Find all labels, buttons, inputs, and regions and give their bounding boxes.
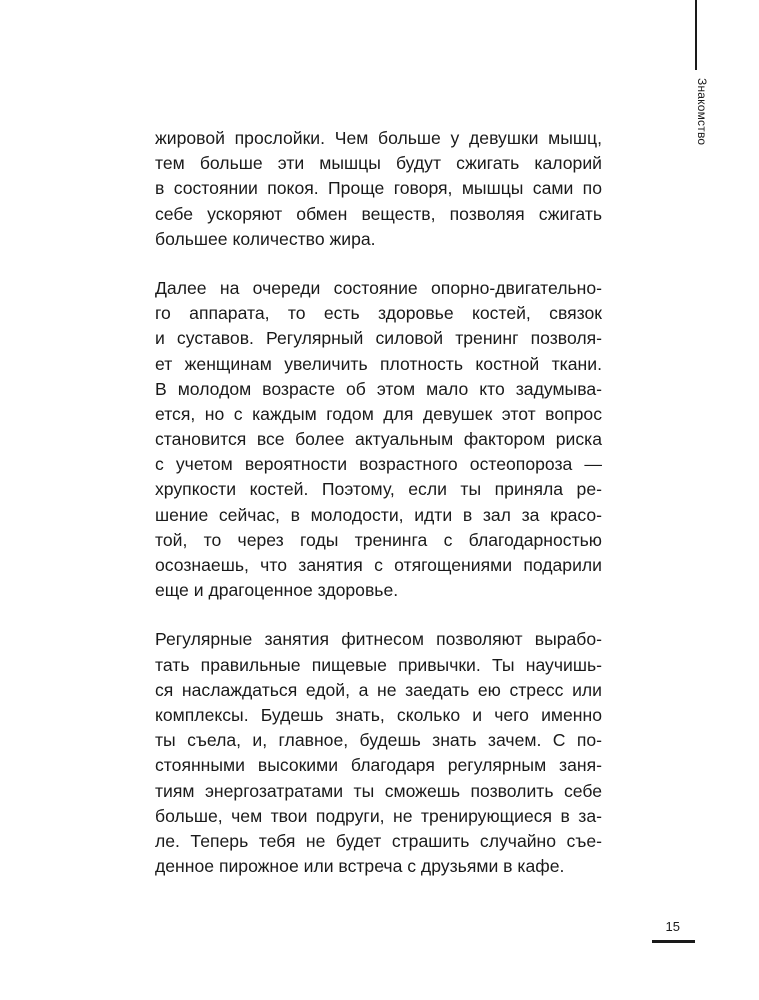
text-line: шение сейчас, в молодости, идти в зал за красо- — [155, 504, 602, 525]
text-line: с учетом вероятности возрастного остеопороза — — [155, 454, 602, 475]
text-line: и суставов. Регулярный силовой тренинг позволя- — [155, 328, 602, 349]
text-line: В молодом возрасте об этом мало кто задумыва- — [155, 378, 602, 399]
text-line: осознаешь, что занятия с отягощениями подарили — [155, 555, 602, 575]
paragraph — [155, 276, 602, 603]
text-line: стоянными высокими благодаря регулярным заня- — [155, 755, 602, 776]
text-line: ся наслаждаться едой, а не заедать ею стресс или — [155, 679, 602, 700]
text-line: ется, но с каждым годом для девушек этот вопрос — [155, 403, 602, 424]
section-title: Знакомство — [695, 78, 709, 146]
text-line: еще и драгоценное здоровье. — [155, 580, 399, 601]
text-line: той, то через годы тренинга с благодарностью — [155, 529, 602, 550]
text-line: тиям энергозатратами ты сможешь позволить себе — [155, 780, 602, 801]
footer-rule — [652, 940, 695, 943]
header-rule — [695, 0, 697, 70]
text-line: больше, чем твои подруги, не тренирующиеся в за- — [155, 805, 602, 826]
text-line: Регулярные занятия фитнесом позволяют вырабо- — [155, 629, 602, 650]
text-line: жировой прослойки. Чем больше у девушки мышц, — [155, 128, 602, 148]
text-line: ты съела, и, главное, будешь знать зачем. С по- — [155, 730, 602, 751]
text-line: денное пирожное или встреча с друзьями в кафе. — [155, 856, 565, 877]
text-line: себе ускоряют обмен веществ, позволяя сжигать — [155, 203, 602, 224]
paragraph — [155, 627, 602, 879]
text-line: ет женщинам увеличить плотность костной ткани. — [155, 353, 602, 374]
text-line: становится все более актуальным фактором риска — [155, 429, 602, 450]
text-line: тем больше эти мышцы будут сжигать калорий — [155, 153, 602, 174]
text-line: Далее на очереди состояние опорно-двигательно- — [155, 277, 602, 298]
text-line: ле. Теперь тебя не будет страшить случайно съе- — [155, 830, 602, 851]
page-number: 15 — [665, 919, 680, 934]
body-text — [155, 126, 602, 879]
paragraph — [155, 126, 602, 252]
text-line: комплексы. Будешь знать, сколько и чего именно — [155, 704, 602, 725]
text-line: большее количество жира. — [155, 228, 376, 249]
text-line: хрупкости костей. Поэтому, если ты приняла ре- — [155, 479, 602, 500]
text-line: го аппарата, то есть здоровье костей, связок — [155, 303, 602, 324]
text-line: в состоянии покоя. Проще говоря, мышцы сами по — [155, 178, 602, 199]
text-line: тать правильные пищевые привычки. Ты научишь- — [155, 654, 602, 675]
